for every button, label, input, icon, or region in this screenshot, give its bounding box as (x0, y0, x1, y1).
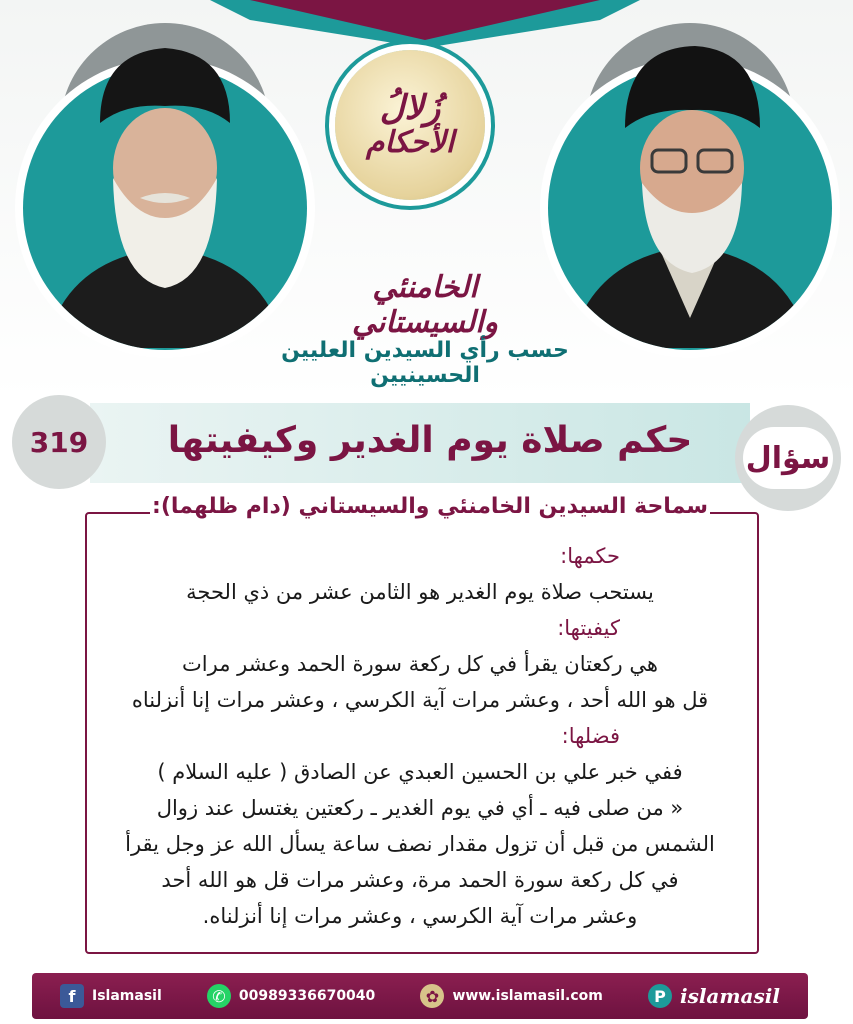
logo-line1: زُلالُ (379, 88, 441, 129)
footer-bar (32, 973, 808, 1019)
names-calligraphy: الخامنئي والسيستاني (351, 270, 499, 340)
question-number-badge (12, 395, 106, 489)
logo-line2: الأحكام (365, 125, 455, 161)
answer-content (100, 538, 740, 934)
pinterest-handle: islamasil (679, 984, 780, 1008)
virtue-line-2: « من صلى فيه ـ أي في يوم الغدير ـ ركعتين يغتسل عند زوال (156, 796, 684, 820)
website-url: www.islamasil.com (452, 988, 603, 1004)
subtitle: حسب رأي السيدين العليين الحسينيين (281, 338, 569, 388)
footer-pinterest[interactable] (648, 984, 780, 1008)
site-logo-icon: ✿ (420, 984, 444, 1008)
method-line-2: قل هو الله أحد ، وعشر مرات آية الكرسي ، وعشر مرات إنا أنزلناه (131, 688, 709, 712)
method-line-1: هي ركعتان يقرأ في كل ركعة سورة الحمد وعشر مرات (182, 652, 658, 676)
question-number: 319 (29, 425, 89, 459)
question-label: سؤال (743, 427, 833, 489)
zulal-alahkam-logo (335, 50, 485, 200)
virtue-line-5: وعشر مرات آية الكرسي ، وعشر مرات إنا أنزلناه. (202, 904, 638, 928)
virtue-line-4: في كل ركعة سورة الحمد مرة، وعشر مرات قل هو الله أحد (161, 868, 679, 892)
answer-heading: سماحة السيدين الخامنئي والسيستاني (دام ظلهما): (150, 494, 710, 519)
whatsapp-icon: ✆ (207, 984, 231, 1008)
portrait-khamenei (530, 18, 850, 363)
whatsapp-number: 00989336670040 (238, 988, 376, 1004)
virtue-line-1: ففي خبر علي بن الحسين العبدي عن الصادق ( عليه السلام ) (157, 760, 683, 784)
footer-facebook[interactable] (60, 984, 162, 1008)
virtue-line-3: الشمس من قبل أن تزول مقدار نصف ساعة يسأل الله عز وجل يقرأ (125, 832, 715, 856)
virtue-label: فضلها: (561, 724, 620, 748)
pinterest-icon: P (648, 984, 672, 1008)
facebook-icon: f (60, 984, 84, 1008)
question-title: حكم صلاة يوم الغدير وكيفيتها (167, 420, 693, 461)
ruling-text: يستحب صلاة يوم الغدير هو الثامن عشر من ذي الحجة (186, 580, 654, 604)
ruling-label: حكمها: (560, 544, 620, 568)
footer-website[interactable] (420, 984, 602, 1008)
portrait-sistani (5, 18, 325, 363)
facebook-handle: Islamasil (92, 988, 162, 1004)
question-label-badge (735, 405, 841, 511)
footer-whatsapp[interactable] (207, 984, 375, 1008)
method-label: كيفيتها: (557, 616, 620, 640)
